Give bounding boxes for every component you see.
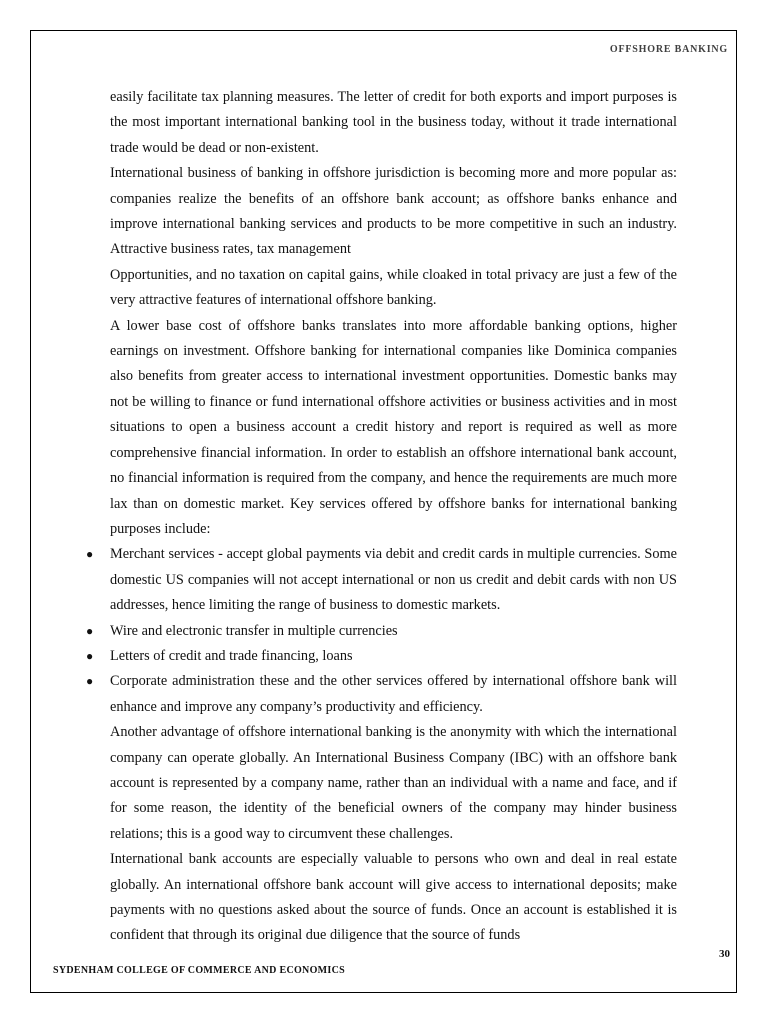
list-item-text: Letters of credit and trade financing, loans [110,647,353,664]
paragraph: easily facilitate tax planning measures. The letter of credit for both exports and import purposes is the most important international banking tool in the business today, without it trade international trade would be dead or non-existent. [110,89,677,156]
paragraph: A lower base cost of offshore banks translates into more affordable banking options, higher earnings on investment. Offshore banking for international companies like Dominica companies also benefits from greater access to international investment opportunities. Domestic banks may not be willing to finance or fund international offshore activities or business activities and in most situations to open a business account a credit history and report is required as well as more comprehensive financial information. In order to establish an offshore international bank account, no financial information is required from the company, and hence the requirements are much more lax than on domestic market. Key services offered by offshore banks for international banking purposes include: [110,317,677,537]
list-item [86,542,677,618]
page-number: 30 [719,948,730,960]
bullet-dot-icon: ● [86,648,94,663]
document-page [30,30,737,993]
paragraph: International business of banking in offshore jurisdiction is becoming more and more popular as: companies realize the benefits of an offshore bank account; as offshore banks enhance and improve international banking services and products to be more competitive in such an industry. Attractive business rates, tax management [110,165,677,258]
list-item-text: Merchant services - accept global payments via debit and credit cards in multiple currencies. Some domestic US companies will not accept international or non us credit and debit cards with non US addresses, hence limiting the range of business to domestic markets. [110,546,677,614]
running-header: OFFSHORE BANKING [609,44,728,55]
footer-institution: SYDENHAM COLLEGE OF COMMERCE AND ECONOMICS [53,965,345,976]
bullet-list [86,542,677,720]
paragraph: Opportunities, and no taxation on capital gains, while cloaked in total privacy are just a few of the very attractive features of international offshore banking. [110,266,677,309]
body-text [86,85,677,949]
list-item [86,669,677,720]
list-item-text: Wire and electronic transfer in multiple currencies [110,622,398,639]
list-item [86,619,677,644]
bullet-dot-icon: ● [86,674,94,689]
bullet-dot-icon: ● [86,623,94,638]
paragraph: Another advantage of offshore international banking is the anonymity with which the international company can operate globally. An International Business Company (IBC) with an offshore bank account is represented by a company name, rather than an individual with a name and face, and if for some reason, the identity of the beneficial owners of the company may hinder business relations; this is a good way to circumvent these challenges. [110,724,677,842]
list-item [86,644,677,669]
paragraph: International bank accounts are especially valuable to persons who own and deal in real estate globally. An international offshore bank account will give access to international deposits; make payments with no questions asked about the source of funds. Once an account is established it is confident that through its original due diligence that the source of funds [110,851,677,944]
list-item-text: Corporate administration these and the other services offered by international offshore bank will enhance and improve any company’s productivity and efficiency. [110,673,677,715]
bullet-dot-icon: ● [86,547,94,562]
